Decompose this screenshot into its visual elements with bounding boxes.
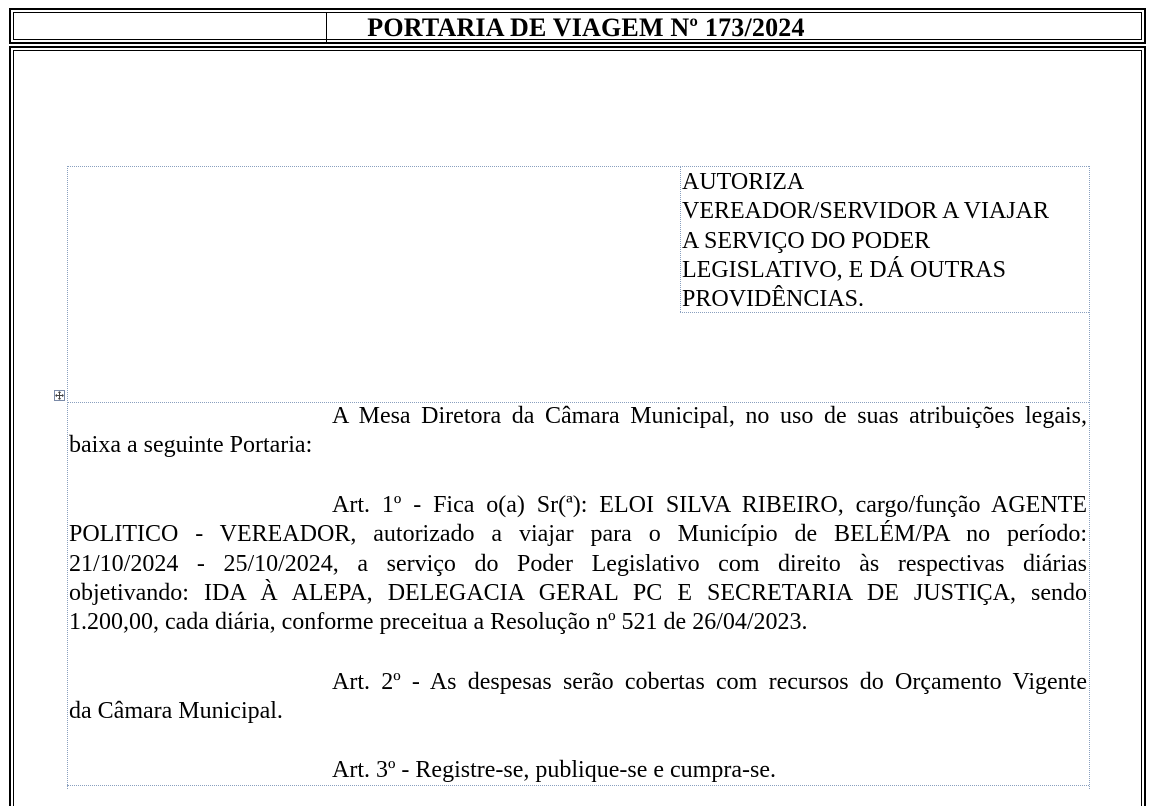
intro-line: A Mesa Diretora da Câmara Municipal, no uso de suas atribuições legais, bbox=[332, 403, 1087, 429]
article-1-line: 1.200,00, cada diária, conforme preceitua a Resolução nº 521 de 26/04/2023. bbox=[69, 609, 808, 636]
article-1-line: POLITICO - VEREADOR, autorizado a viajar para o Município de BELÉM/PA no período: bbox=[69, 521, 1087, 548]
page-title[interactable]: PORTARIA DE VIAGEM Nº 173/2024 bbox=[367, 13, 805, 42]
article-1-paragraph[interactable] bbox=[69, 491, 1087, 637]
ementa-line: PROVIDÊNCIAS. bbox=[682, 286, 865, 313]
article-2-line: Art. 2º - As despesas serão cobertas com recursos do Orçamento Vigente bbox=[332, 669, 1087, 695]
table-gridline-left bbox=[67, 166, 68, 789]
ementa-line: A SERVIÇO DO PODER bbox=[682, 227, 931, 254]
ementa-cell-left-border bbox=[680, 166, 681, 312]
article-2-line: da Câmara Municipal. bbox=[69, 698, 283, 725]
article-1-line: objetivando: IDA À ALEPA, DELEGACIA GERAL PC E SECRETARIA DE JUSTIÇA, sendo bbox=[69, 579, 1087, 606]
table-gridline-right bbox=[1089, 166, 1090, 789]
ementa-line: LEGISLATIVO, E DÁ OUTRAS bbox=[682, 256, 1006, 283]
article-2-paragraph[interactable] bbox=[69, 668, 1087, 727]
text-cursor bbox=[326, 13, 327, 43]
intro-paragraph[interactable] bbox=[69, 402, 1087, 461]
ementa-block[interactable] bbox=[682, 168, 1087, 314]
article-1-line: Art. 1º - Fica o(a) Sr(ª): ELOI SILVA RIBEIRO, cargo/função AGENTE bbox=[332, 492, 1087, 518]
move-icon[interactable] bbox=[54, 390, 65, 401]
ementa-line: AUTORIZA bbox=[682, 169, 805, 195]
ementa-line: VEREADOR/SERVIDOR A VIAJAR bbox=[682, 198, 1050, 225]
article-3-paragraph[interactable] bbox=[69, 756, 1087, 785]
intro-line: baixa a seguinte Portaria: bbox=[69, 432, 313, 459]
article-1-line: 21/10/2024 - 25/10/2024, a serviço do Poder Legislativo com direito às respectivas diárias bbox=[69, 550, 1087, 577]
article-3-line: Art. 3º - Registre-se, publique-se e cumpra-se. bbox=[332, 757, 776, 783]
table-gridline-top bbox=[67, 166, 1089, 167]
move-arrows-icon bbox=[55, 391, 64, 400]
